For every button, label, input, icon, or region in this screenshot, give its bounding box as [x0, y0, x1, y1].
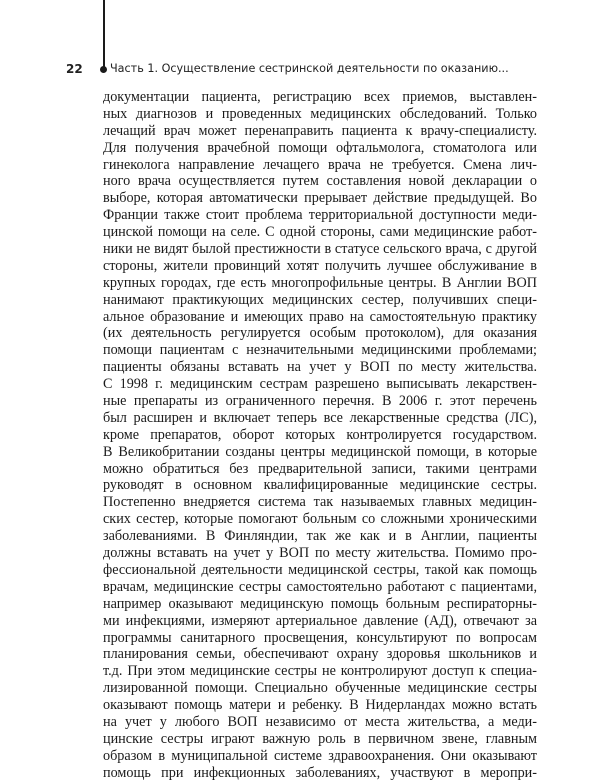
text-line: крупных городах, где есть многопрофильные центры. В Англии ВОП [103, 274, 537, 291]
text-line: образом в муниципальной системе здравоохранения. Они оказывают [103, 747, 537, 764]
text-line: (их деятельность регулируется особым протоколом), для оказания [103, 325, 537, 342]
text-line: выборе, которая автоматически прерывает действие предыдущей. Во [103, 190, 537, 207]
text-line: стороны, жители провинций хотят получить лучшее обслуживание в [103, 257, 537, 274]
text-line: должны вставать на учет у ВОП по месту жительства. Помимо про- [103, 545, 537, 562]
text-line: гинеколога направление лечащего врача не требуется. Смена лич- [103, 156, 537, 173]
text-line: лечащий врач может перенаправить пациента к врачу-специалисту. [103, 122, 537, 139]
text-line: Франции также стоит проблема территориальной доступности меди- [103, 207, 537, 224]
text-line: альное образование и имеющих право на самостоятельную практику [103, 308, 537, 325]
text-line: оказывают помощь матери и ребенку. В Нидерландах можно встать [103, 697, 537, 714]
part-title: Часть 1. Осуществление сестринской деятельности по оказанию... [110, 62, 509, 75]
text-line: Постепенно внедряется система так называемых главных медицин- [103, 494, 537, 511]
text-line: планирования семьи, обеспечивают охрану здоровья школьников и [103, 646, 537, 663]
text-line: пациенты обязаны вставать на учет у ВОП по месту жительства. [103, 359, 537, 376]
text-line: ми инфекциями, измеряют артериальное давление (АД), отвечают за [103, 612, 537, 629]
text-line: ного врача осуществляется путем составления новой декларации о [103, 173, 537, 190]
text-line: документации пациента, регистрацию всех приемов, выставлен- [103, 89, 537, 105]
text-line: лизированной помощи. Специально обученные медицинские сестры [103, 680, 537, 697]
text-line: фессиональной деятельности медицинской сестры, такой как помощь [103, 561, 537, 578]
text-line: ники не видят былой престижности в статусе сельского врача, с другой [103, 241, 537, 258]
text-line: можно обратиться без предварительной записи, такими центрами [103, 460, 537, 477]
text-line: врачам, медицинские сестры самостоятельно работают с пациентами, [103, 578, 537, 595]
text-line: помощи пациентам с незначительными медицинскими проблемами; [103, 342, 537, 359]
text-line: кроме препаратов, оборот которых контролируется государством. [103, 426, 537, 443]
text-line: т.д. При этом медицинские сестры не контролируют доступ к специа- [103, 663, 537, 680]
text-line: ных диагнозов и проведенных медицинских обследований. Только [103, 105, 537, 122]
text-line: например оказывают медицинскую помощь больным респираторны- [103, 595, 537, 612]
text-line: на учет у любого ВОП независимо от места жительства, а меди- [103, 713, 537, 730]
text-line: ских сестер, которые помогают больным со сложными хроническими [103, 511, 537, 528]
text-line: был расширен и включает теперь все лекарственные средства (ЛС), [103, 409, 537, 426]
text-line: нанимают практикующих медицинских сестер, получивших специ- [103, 291, 537, 308]
text-line: Для получения врачебной помощи офтальмолога, стоматолога или [103, 139, 537, 156]
margin-rule [103, 0, 105, 68]
page-number: 22 [66, 62, 83, 76]
margin-dot [100, 66, 107, 73]
text-line: помощь при инфекционных заболеваниях, участвуют в меропри- [103, 764, 537, 781]
text-line: В Великобритании созданы центры медицинской помощи, в которые [103, 443, 537, 460]
text-line: цинские сестры играют важную роль в первичном звене, главным [103, 730, 537, 747]
text-line: С 1998 г. медицинским сестрам разрешено выписывать лекарствен- [103, 376, 537, 393]
text-line: руководят в основном квалифицированные медицинские сестры. [103, 477, 537, 494]
text-line: ные препараты из ограниченного перечня. В 2006 г. этот перечень [103, 393, 537, 410]
text-line: цинской помощи на селе. С одной стороны, сами медицинские работ- [103, 224, 537, 241]
text-line: программы санитарного просвещения, консультируют по вопросам [103, 629, 537, 646]
text-line: заболеваниями. В Финляндии, так же как и в Англии, пациенты [103, 528, 537, 545]
body-text [103, 89, 537, 782]
